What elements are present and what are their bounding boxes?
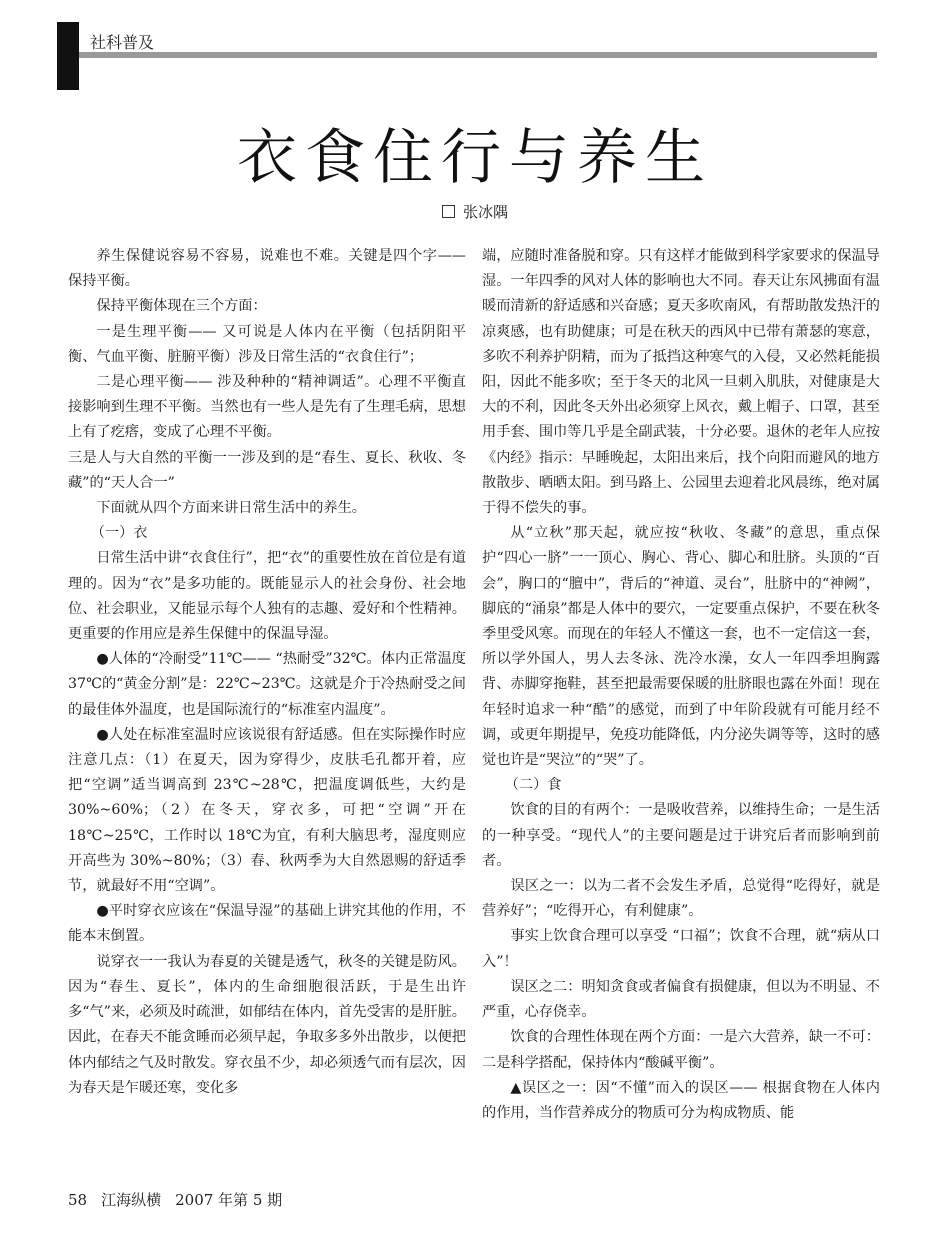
- section-heading: （一）衣: [90, 525, 148, 542]
- paragraph: 三是人与大自然的平衡一一涉及到的是“春生、夏长、秋收、冬藏”的“天人合一”: [68, 449, 466, 491]
- paragraph: 保持平衡体现在三个方面：: [96, 298, 267, 315]
- publication-name: 江海纵横: [101, 1191, 162, 1209]
- author-name: 张冰隅: [462, 203, 508, 221]
- page-footer: [68, 1189, 296, 1210]
- paragraph: ●人体的“冷耐受”11℃—— “热耐受”32℃。体内正常温度 37℃的“黄金分割”是：22℃~23℃。这就是介于冷热耐受之间的最佳体外温度，也是国际流行的“标准室内温度”。: [68, 651, 466, 718]
- paragraph: 二是心理平衡—— 涉及种种的“精神调适”。心理不平衡直接影响到生理不平衡。当然也有一些人是先有了生理毛病，思想上有了疙瘩，变成了心理不平衡。: [68, 374, 466, 441]
- paragraph: 误区之二：明知贪食或者偏食有损健康，但以为不明显、不严重，心存侥幸。: [482, 978, 880, 1021]
- paragraph: ●平时穿衣应该在“保温导湿”的基础上讲究其他的作用，不能本末倒置。: [68, 903, 466, 945]
- paragraph: 下面就从四个方面来讲日常生活中的养生。: [96, 500, 366, 517]
- paragraph: 从“立秋”那天起，就应按“秋收、冬藏”的意思，重点保护“四心一脐”一一顶心、胸心、背心、脚心和肚脐。头顶的“百会”，胸口的“膻中”，背后的“神道、灵台”，肚脐中的“神阙”，脚底的“涌泉”都是人体中的要穴，一定要重点保护，不要在秋冬季里受风寒。而现在的年轻人不懂这一套，也不一定信这一套，所以学外国人，男人去冬泳、洗冷水澡，女人一年四季坦胸露背、赤脚穿拖鞋，甚至把最需要保暖的肚脐眼也露在外面！现在年轻时追求一种“酷”的感觉，而到了中年阶段就有可能月经不调，或更年期提早，免疫功能降低，内分泌失调等等，这时的感觉也许是“哭泣”的“哭”了。: [482, 525, 880, 769]
- paragraph: 饮食的目的有两个：一是吸收营养，以维持生命；一是生活的一种享受。“现代人”的主要问题是过于讲究后者而影响到前者。: [482, 802, 880, 869]
- author-box-icon: [442, 205, 455, 218]
- section-label: 社科普及: [90, 33, 155, 52]
- section-marker: [57, 22, 79, 90]
- paragraph: 事实上饮食合理可以享受 “口福”；饮食不合理，就“病从口入”！: [482, 928, 880, 970]
- paragraph: 端，应随时准备脱和穿。只有这样才能做到科学家要求的保温导湿。一年四季的风对人体的影响也大不同。春天让东风拂面有温暖而清新的舒适感和兴奋感；夏天多吹南风，有帮助散发热汗的凉爽感，也有助健康；可是在秋天的西风中已带有萧瑟的寒意，多吹不利养护阴精，而为了抵挡这种寒气的入侵，又必然耗能损阳，因此不能多吹；至于冬天的北风一旦刺入肌肤，对健康是大大的不利，因此冬天外出必须穿上风衣，戴上帽子、口罩，甚至用手套、围巾等几乎是全副武装，十分必要。退休的老年人应按《内经》指示：早睡晚起，太阳出来后，找个向阳而避风的地方散散步、晒晒太阳。到马路上、公园里去迎着北风晨练，绝对属于得不偿失的事。: [482, 248, 880, 517]
- paragraph: 说穿衣一一我认为春夏的关键是透气，秋冬的关键是防风。因为“春生、夏长”，体内的生命细胞很活跃，于是生出许多“气”来，必须及时疏泄，如郁结在体内，首先受害的是肝脏。因此，在春天不能贪睡而必须早起，争取多多外出散步，以便把体内郁结之气及时散发。穿衣虽不少，却必须透气而有层次，因为春天是乍暖还寒，变化多: [68, 953, 466, 1096]
- paragraph: 饮食的合理性体现在两个方面：一是六大营养，缺一不可：二是科学搭配，保持体内“酸碱平衡”。: [482, 1029, 880, 1071]
- right-column: [482, 244, 880, 1126]
- article-title: 衣食住行与养生: [237, 123, 713, 193]
- paragraph: ▲误区之一：因“不懂”而入的误区—— 根据食物在人体内的作用，当作营养成分的物质可分为构成物质、能: [482, 1079, 880, 1121]
- issue-label: 2007 年第 5 期: [175, 1191, 283, 1209]
- paragraph: 日常生活中讲“衣食住行”，把“衣”的重要性放在首位是有道理的。因为“衣”是多功能的。既能显示人的社会身份、社会地位、社会职业，又能显示每个人独有的志趣、爱好和个性精神。更重要的作用应是养生保健中的保温导湿。: [68, 550, 466, 643]
- paragraph: 误区之一：以为二者不会发生矛盾，总觉得“吃得好，就是营养好”；“吃得开心，有利健康”。: [482, 878, 880, 920]
- paragraph: ●人处在标准室温时应该说很有舒适感。但在实际操作时应注意几点：（1）在夏天，因为穿得少，皮肤毛孔都开着，应把“空调”适当调高到 23℃~28℃，把温度调低些，大约是 30%~60%；（2）在冬天，穿衣多，可把“空调”开在 18℃~25℃，工作时以 18℃为宜，有利大脑思考，湿度则应开高些为 30%~80%；（3）春、秋两季为大自然恩赐的舒适季节，就最好不用“空调”。: [68, 726, 466, 895]
- author-line: [0, 201, 950, 222]
- section-heading: （二）食: [504, 777, 562, 794]
- paragraph: 养生保健说容易不容易，说难也不难。关键是四个字—— 保持平衡。: [68, 248, 466, 290]
- header-rule: [79, 52, 877, 58]
- left-column: [68, 244, 466, 1101]
- page-number: 58: [68, 1191, 88, 1209]
- paragraph: 一是生理平衡—— 又可说是人体内在平衡（包括阴阳平衡、气血平衡、脏腑平衡）涉及日常生活的“衣食住行”；: [68, 323, 466, 365]
